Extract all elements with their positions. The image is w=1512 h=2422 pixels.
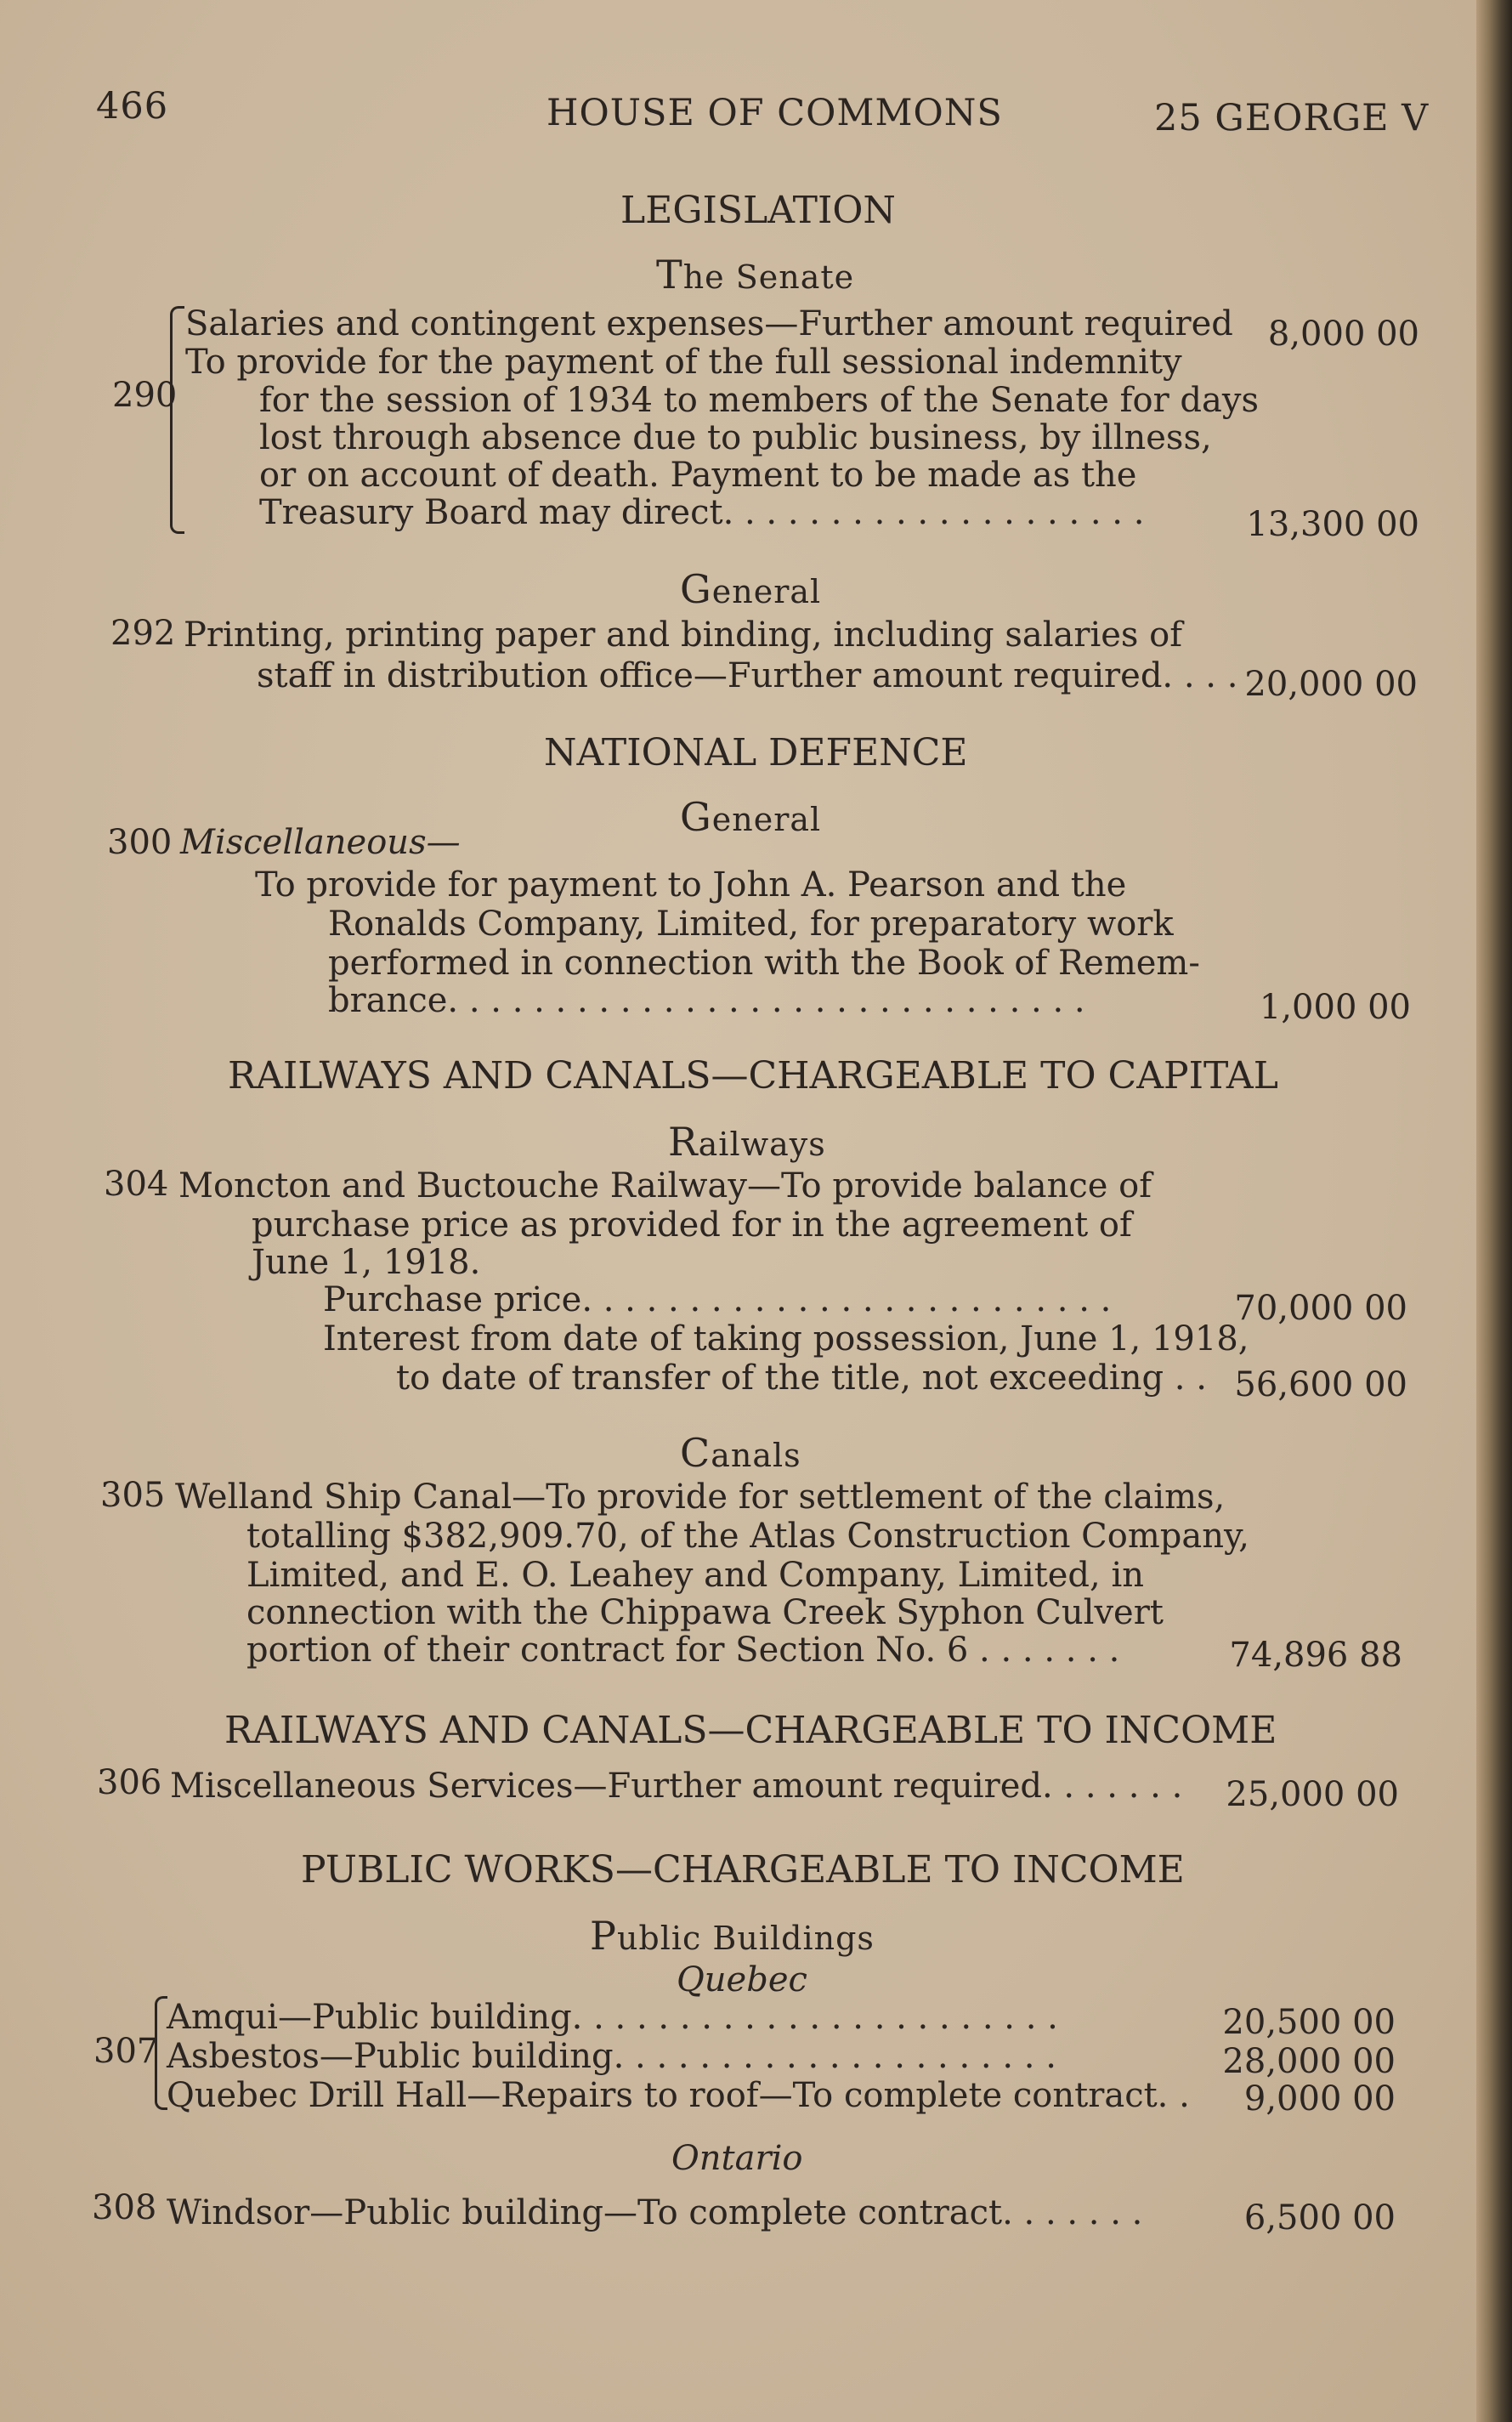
item-292-line-1: Printing, printing paper and binding, including salaries of — [184, 615, 1183, 655]
item-number-290: 290 — [112, 376, 178, 415]
item-290-line-5: or on account of death. Payment to be made as the — [259, 456, 1137, 495]
item-305-line-2: totalling $382,909.70, of the Atlas Construction Company, — [246, 1517, 1249, 1556]
item-290-line-2: To provide for the payment of the full sessional indemnity — [185, 343, 1182, 382]
subheading-canals: Canals — [680, 1430, 801, 1476]
item-305-line-1: Welland Ship Canal—To provide for settlement of the claims, — [175, 1478, 1226, 1517]
item-290-line-3: for the session of 1934 to members of the Senate for days — [259, 381, 1259, 420]
item-304-line-4: Purchase price. . . . . . . . . . . . . . . . . . . . . . . . . — [323, 1280, 1112, 1319]
item-304-line-5: Interest from date of taking possession, June 1, 1918, — [323, 1319, 1249, 1358]
item-304-amount-1: 70,000 00 — [1234, 1289, 1407, 1328]
item-304-line-3: June 1, 1918. — [252, 1243, 481, 1282]
item-300-line-2: Ronalds Company, Limited, for preparatory work — [328, 905, 1174, 944]
page-binding-edge — [1476, 0, 1512, 2422]
item-292-line-2: staff in distribution office—Further amount required. . . . — [257, 656, 1238, 695]
item-307-amount-3: 9,000 00 — [1243, 2079, 1396, 2119]
page-title: HOUSE OF COMMONS — [546, 92, 1003, 134]
section-heading-railways-capital: RAILWAYS AND CANALS—CHARGEABLE TO CAPITAL — [228, 1054, 1278, 1098]
item-300-line-3: performed in connection with the Book of Remem- — [328, 944, 1200, 983]
item-290-line-6: Treasury Board may direct. . . . . . . . . . . . . . . . . . . . — [259, 493, 1145, 532]
item-307-line-1: Amqui—Public building. . . . . . . . . . . . . . . . . . . . . . . — [167, 1998, 1058, 2037]
item-number-308: 308 — [92, 2188, 157, 2227]
subheading-general-defence: General — [680, 794, 822, 840]
section-heading-public-works: PUBLIC WORKS—CHARGEABLE TO INCOME — [301, 1848, 1185, 1892]
subheading-public-buildings: Public Buildings — [590, 1913, 875, 1959]
brace-290 — [170, 306, 184, 534]
item-290-line-1: Salaries and contingent expenses—Further amount required — [185, 304, 1233, 343]
item-307-amount-1: 20,500 00 — [1222, 2003, 1396, 2042]
subheading-railways: Railways — [668, 1119, 826, 1165]
item-number-300: 300 — [107, 823, 173, 862]
section-heading-national-defence: NATIONAL DEFENCE — [544, 731, 968, 774]
item-number-306: 306 — [97, 1763, 162, 1802]
item-300-line-4: brance. . . . . . . . . . . . . . . . . . . . . . . . . . . . . . — [328, 981, 1085, 1020]
item-number-292: 292 — [110, 614, 176, 653]
section-heading-legislation: LEGISLATION — [620, 189, 896, 232]
item-304-line-2: purchase price as provided for in the agreement of — [252, 1205, 1132, 1245]
item-304-line-6: to date of transfer of the title, not exceeding . . — [396, 1358, 1207, 1398]
item-307-line-3: Quebec Drill Hall—Repairs to roof—To complete contract. . — [167, 2076, 1190, 2115]
page-number: 466 — [96, 85, 169, 128]
item-300-amount: 1,000 00 — [1259, 988, 1411, 1027]
item-307-line-2: Asbestos—Public building. . . . . . . . . . . . . . . . . . . . . — [167, 2037, 1056, 2076]
province-label-quebec: Quebec — [677, 1960, 807, 1999]
item-number-305: 305 — [100, 1476, 166, 1515]
item-306-amount: 25,000 00 — [1226, 1775, 1399, 1814]
province-label-ontario: Ontario — [671, 2139, 803, 2178]
item-305-line-3: Limited, and E. O. Leahey and Company, Limited, in — [246, 1556, 1145, 1595]
item-300-line-1: To provide for payment to John A. Pearson and the — [255, 865, 1127, 905]
item-308-amount: 6,500 00 — [1243, 2198, 1396, 2238]
item-304-line-1: Moncton and Buctouche Railway—To provide balance of — [178, 1166, 1152, 1205]
item-305-amount: 74,896 88 — [1229, 1636, 1402, 1675]
item-290-amount-1: 8,000 00 — [1267, 315, 1419, 354]
subheading-senate: The Senate — [656, 252, 855, 298]
item-290-line-4: lost through absence due to public business, by illness, — [259, 418, 1212, 457]
item-307-amount-2: 28,000 00 — [1222, 2042, 1396, 2081]
item-306-line-1: Miscellaneous Services—Further amount required. . . . . . . — [170, 1767, 1183, 1806]
item-305-line-4: connection with the Chippawa Creek Syphon Culvert — [246, 1593, 1164, 1632]
item-308-line-1: Windsor—Public building—To complete contract. . . . . . . — [167, 2193, 1143, 2232]
section-heading-railways-income: RAILWAYS AND CANALS—CHARGEABLE TO INCOME — [224, 1709, 1277, 1752]
subheading-general-legislation: General — [680, 566, 822, 612]
brace-307 — [155, 1996, 167, 2110]
item-305-line-5: portion of their contract for Section No. 6 . . . . . . . — [246, 1631, 1120, 1670]
regnal-year: 25 GEORGE V — [1154, 97, 1430, 139]
item-number-304: 304 — [104, 1165, 169, 1204]
item-300-label: Miscellaneous— — [180, 823, 461, 862]
item-292-amount: 20,000 00 — [1244, 665, 1418, 704]
item-304-amount-2: 56,600 00 — [1234, 1365, 1407, 1404]
item-290-amount-2: 13,300 00 — [1246, 505, 1419, 544]
item-number-307: 307 — [93, 2032, 159, 2071]
